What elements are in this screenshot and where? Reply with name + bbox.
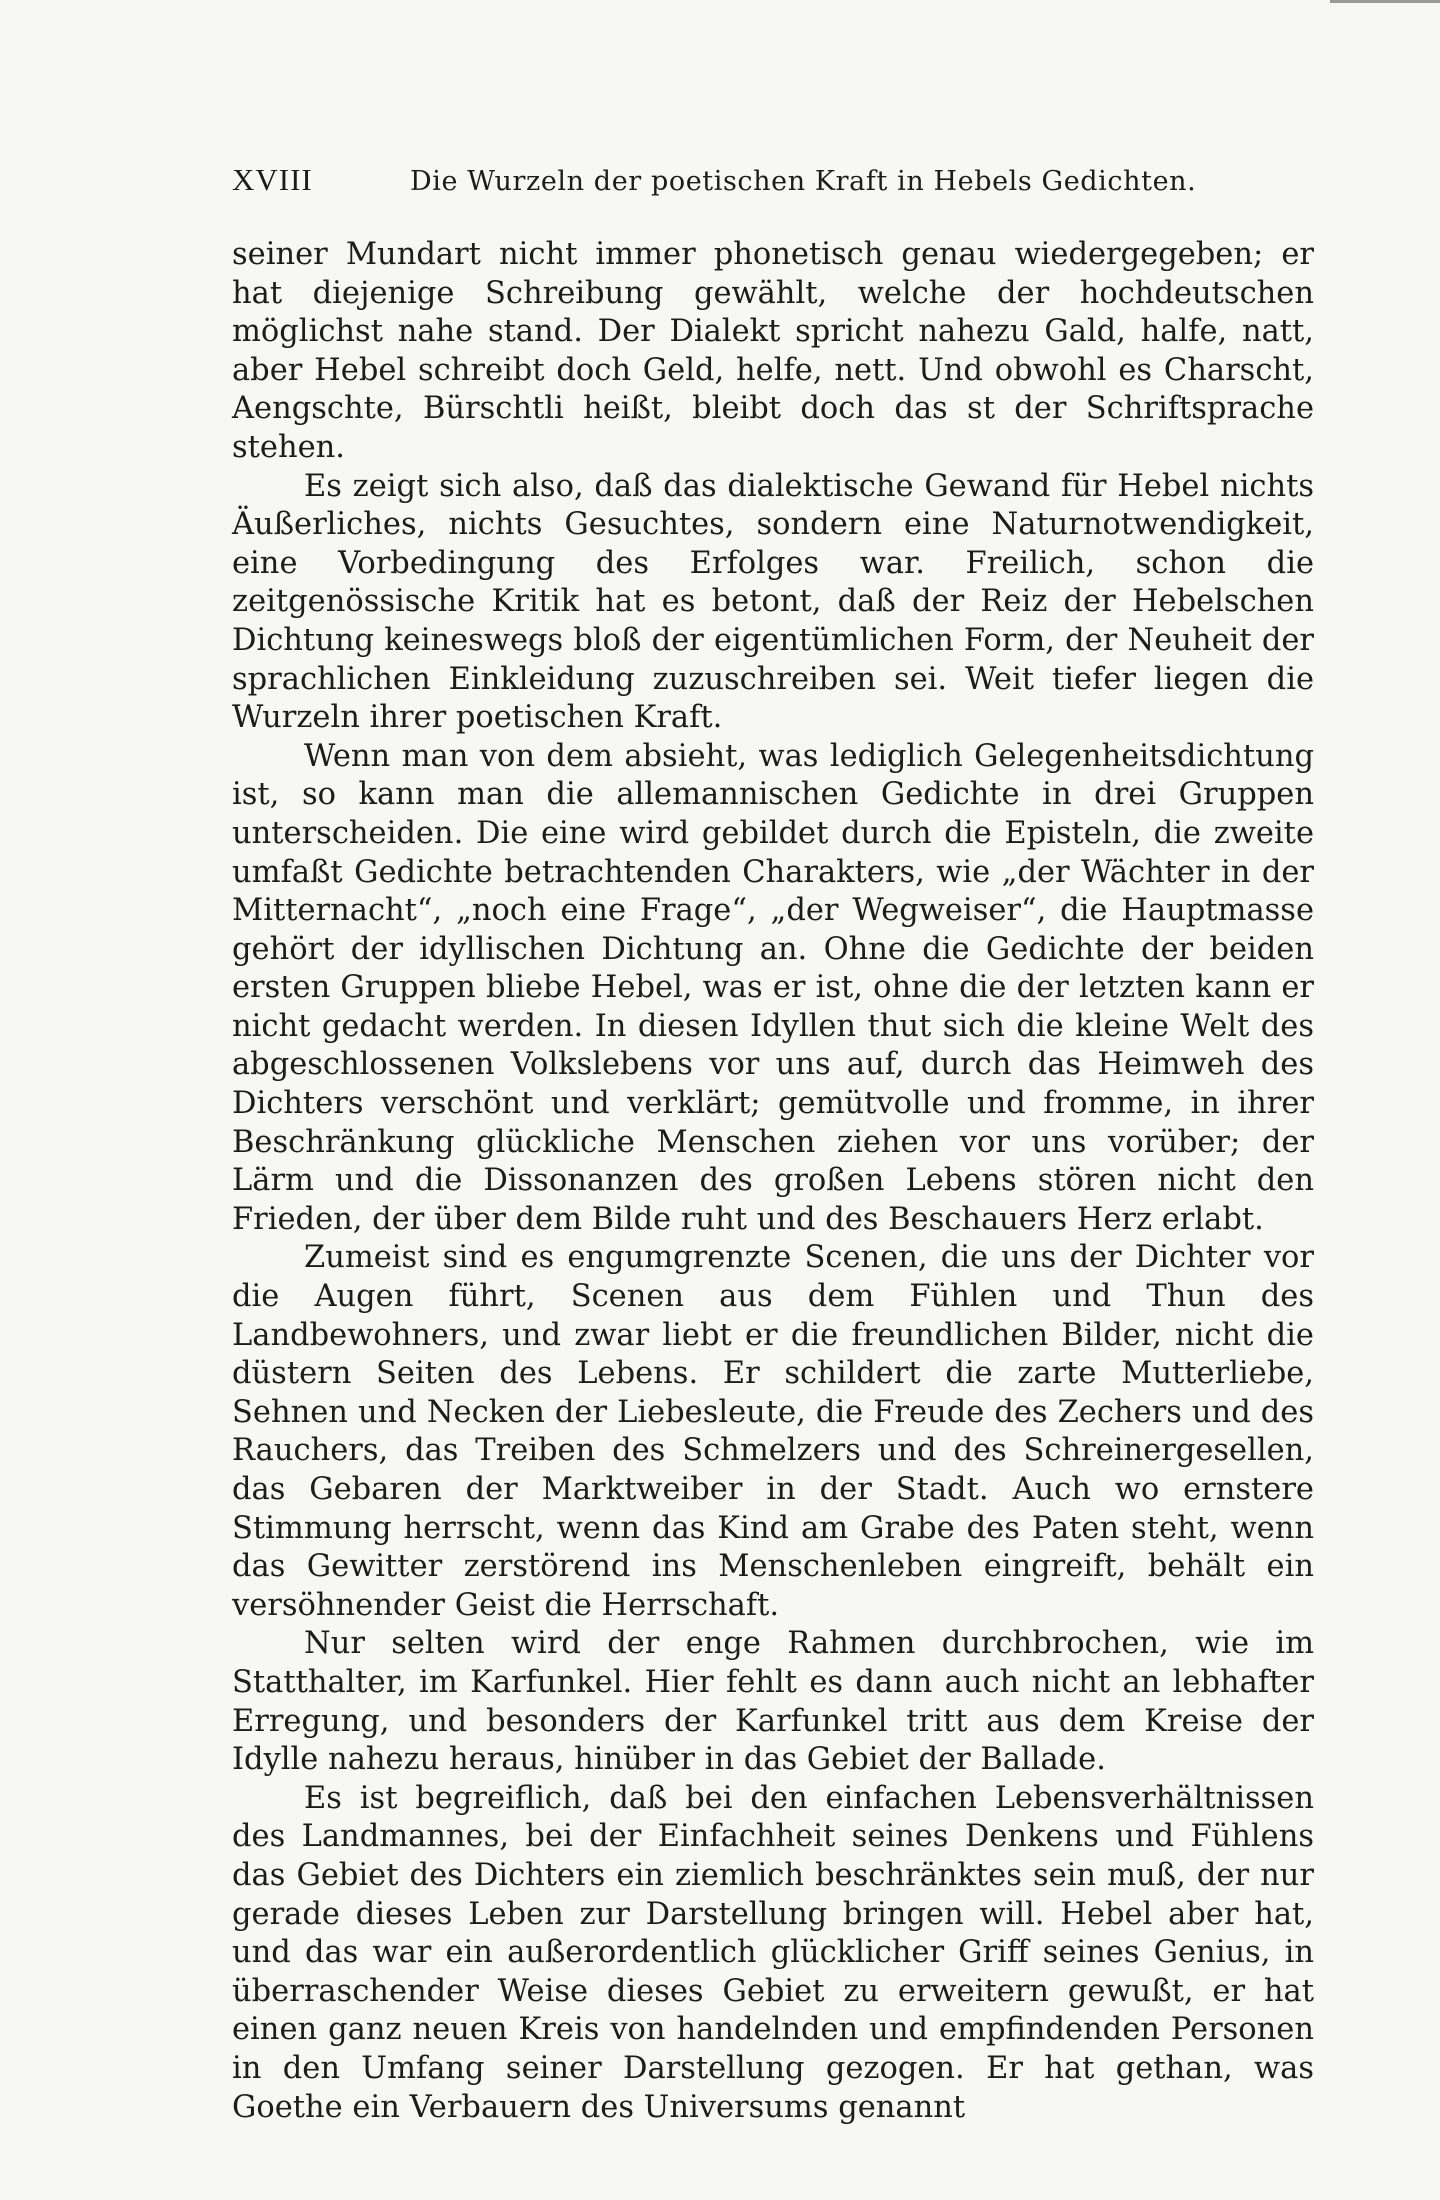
running-title: Die Wurzeln der poetischen Kraft in Hebels Gedichten. (410, 166, 1197, 197)
paragraph-3: Wenn man von dem absieht, was lediglich Gelegenheitsdichtung ist, so kann man die allemannischen Gedichte in drei Gruppen unterscheiden. Die eine wird gebildet durch die Episteln, die zweite umfaßt Gedichte betrachtenden Charakters, wie „der Wächter in der Mitternacht“, „noch eine Frage“, „der Wegweiser“, die Hauptmasse gehört der idyllischen Dichtung an. Ohne die Gedichte der beiden ersten Gruppen bliebe Hebel, was er ist, ohne die der letzten kann er nicht gedacht werden. In diesen Idyllen thut sich die kleine Welt des abgeschlossenen Volkslebens vor uns auf, durch das Heimweh des Dichters verschönt und verklärt; gemütvolle und fromme, in ihrer Beschränkung glückliche Menschen ziehen vor uns vorüber; der Lärm und die Dissonanzen des großen Lebens stören nicht den Frieden, der über dem Bilde ruht und des Beschauers Herz erlabt. (232, 738, 1314, 1237)
paragraph-5: Nur selten wird der enge Rahmen durchbrochen, wie im Statthalter, im Karfunkel. Hier fehlt es dann auch nicht an lebhafter Erregung, und besonders der Karfunkel tritt aus dem Kreise der Idylle nahezu heraus, hinüber in das Gebiet der Ballade. (232, 1626, 1314, 1778)
paragraph-4: Zumeist sind es engumgrenzte Scenen, die uns der Dichter vor die Augen führt, Scenen aus dem Fühlen und Thun des Landbewohners, und zwar liebt er die freundlichen Bilder, nicht die düstern Seiten des Lebens. Er schildert die zarte Mutterliebe, Sehnen und Necken der Liebesleute, die Freude des Zechers und des Rauchers, das Treiben des Schmelzers und des Schreinergesellen, das Gebaren der Marktweiber in der Stadt. Auch wo ernstere Stimmung herrscht, wenn das Kind am Grabe des Paten steht, wenn das Gewitter zerstörend ins Menschenleben eingreift, behält ein versöhnender Geist die Herrschaft. (232, 1240, 1314, 1623)
scan-edge-line (1330, 0, 1440, 3)
body-text (232, 236, 1314, 2127)
page-header (232, 162, 1312, 198)
page-number: XVIII (232, 162, 313, 197)
paragraph-6: Es ist begreiflich, daß bei den einfachen Lebensverhältnissen des Landmannes, bei der Einfachheit seines Denkens und Fühlens das Gebiet des Dichters ein ziemlich beschränktes sein muß, der nur gerade dieses Leben zur Darstellung bringen will. Hebel aber hat, und das war ein außerordentlich glücklicher Griff seines Genius, in überraschender Weise dieses Gebiet zu erweitern gewußt, er hat einen ganz neuen Kreis von handelnden und empfindenden Personen in den Umfang seiner Darstellung gezogen. Er hat gethan, was Goethe ein Verbauern des Universums genannt (232, 1780, 1314, 2125)
paragraph-1: seiner Mundart nicht immer phonetisch genau wiedergegeben; er hat diejenige Schreibung gewählt, welche der hochdeutschen möglichst nahe stand. Der Dialekt spricht nahezu Gald, halfe, natt, aber Hebel schreibt doch Geld, helfe, nett. Und obwohl es Charscht, Aengschte, Bürschtli heißt, bleibt doch das st der Schriftsprache stehen. (232, 237, 1314, 465)
paragraph-2: Es zeigt sich also, daß das dialektische Gewand für Hebel nichts Äußerliches, nichts Gesuchtes, sondern eine Naturnotwendigkeit, eine Vorbedingung des Erfolges war. Freilich, schon die zeitgenössische Kritik hat es betont, daß der Reiz der Hebelschen Dichtung keineswegs bloß der eigentümlichen Form, der Neuheit der sprachlichen Einkleidung zuzuschreiben sei. Weit tiefer liegen die Wurzeln ihrer poetischen Kraft. (232, 468, 1314, 736)
